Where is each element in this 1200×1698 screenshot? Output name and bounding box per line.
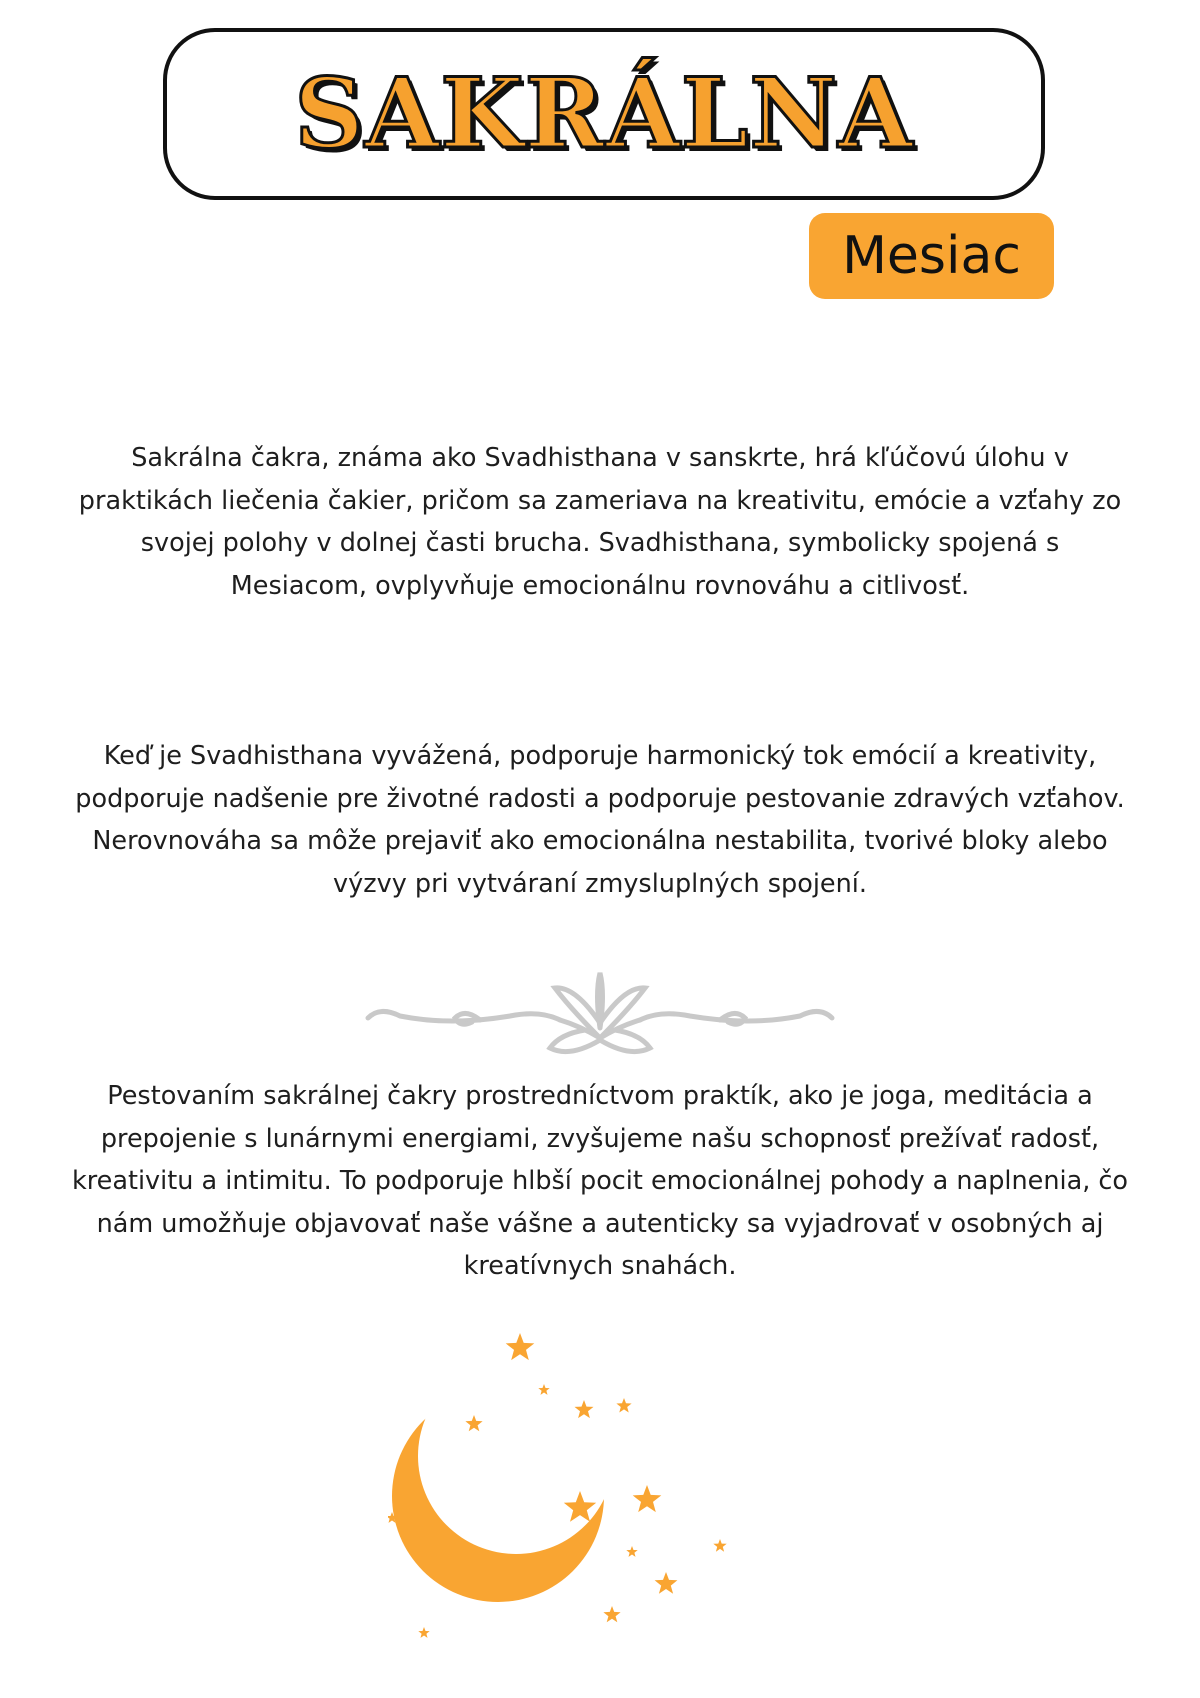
star-icon xyxy=(626,1546,637,1557)
star-icon xyxy=(575,1400,594,1418)
star-icon xyxy=(538,1384,549,1395)
page-title: SAKRÁLNA xyxy=(294,57,914,170)
star-icon xyxy=(616,1398,631,1413)
star-icon xyxy=(633,1485,662,1512)
crescent-moon-icon xyxy=(388,1320,788,1640)
paragraph-intro: Sakrálna čakra, známa ako Svadhisthana v sanskrte, hrá kľúčovú úlohu v praktikách liečenia čakier, pričom sa zameriava na kreativitu, emócie a vzťahy zo svojej polohy v dolnej časti brucha. Svadhisthana, symbolicky spojená s Mesiacom, ovplyvňuje emocionálnu rovnováhu a citlivosť. xyxy=(78,443,1122,601)
star-icon xyxy=(418,1627,429,1638)
ornamental-flourish-icon xyxy=(360,968,840,1058)
star-icon xyxy=(506,1333,535,1360)
star-icon xyxy=(603,1606,620,1622)
title-frame xyxy=(163,28,1045,200)
paragraph-balance: Keď je Svadhisthana vyvážená, podporuje harmonický tok emócií a kreativity, podporuje nadšenie pre životné radosti a podporuje pestovanie zdravých vzťahov. Nerovnováha sa môže prejaviť ako emocionálna nestabilita, tvorivé bloky alebo výzvy pri vytváraní zmysluplných spojení. xyxy=(75,741,1125,899)
paragraph-practice: Pestovaním sakrálnej čakry prostredníctvom praktík, ako je joga, meditácia a prepojenie s lunárnymi energiami, zvyšujeme našu schopnosť prežívať radosť, kreativitu a intimitu. To podporuje hlbší pocit emocionálnej pohody a naplnenia, čo nám umožňuje objavovať naše vášne a autenticky sa vyjadrovať v osobných aj kreatívnych snahách. xyxy=(71,1081,1129,1281)
moon-badge: Mesiac xyxy=(809,213,1054,299)
star-icon xyxy=(713,1539,726,1552)
star-icon xyxy=(655,1572,678,1594)
